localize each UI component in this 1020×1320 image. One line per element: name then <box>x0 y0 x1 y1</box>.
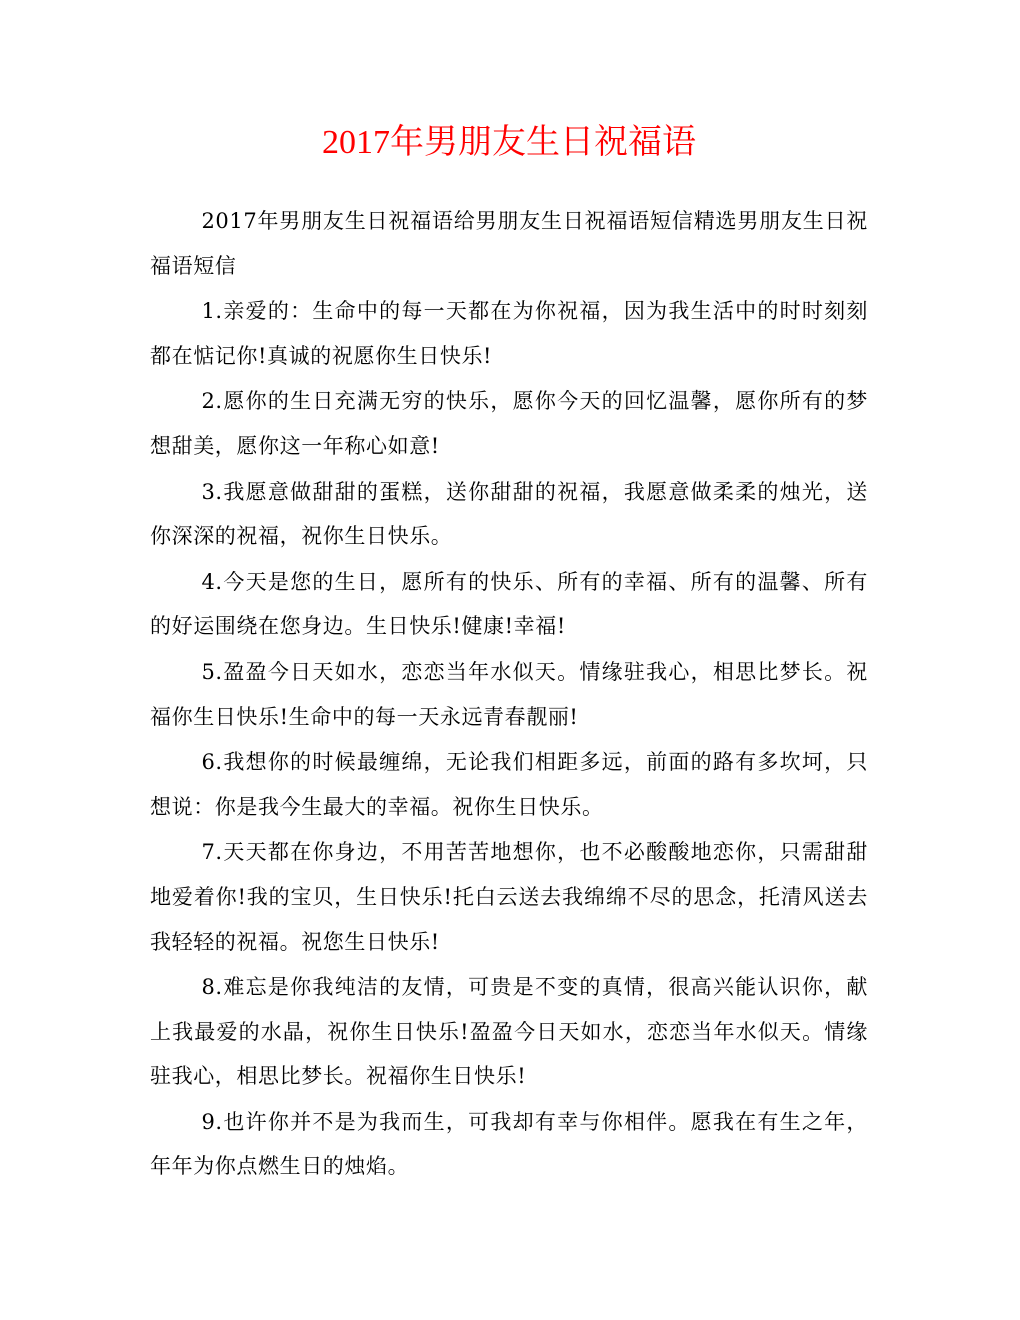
wish-paragraph-2: 2.愿你的生日充满无穷的快乐，愿你今天的回忆温馨，愿你所有的梦想甜美，愿你这一年称心如意! <box>150 389 868 458</box>
intro-paragraph: 2017年男朋友生日祝福语给男朋友生日祝福语短信精选男朋友生日祝福语短信 <box>150 209 868 278</box>
document-body <box>150 199 868 1190</box>
document-title: 2017年男朋友生日祝福语 <box>322 124 696 161</box>
wish-paragraph-1: 1.亲爱的：生命中的每一天都在为你祝福，因为我生活中的时时刻刻都在惦记你!真诚的祝愿你生日快乐! <box>150 299 868 368</box>
wish-paragraph-5: 5.盈盈今日天如水，恋恋当年水似天。情缘驻我心，相思比梦长。祝福你生日快乐!生命中的每一天永远青春靓丽! <box>150 659 868 729</box>
wish-paragraph-7: 7.天天都在你身边，不用苦苦地想你，也不必酸酸地恋你，只需甜甜地爱着你!我的宝贝，生日快乐!托白云送去我绵绵不尽的思念，托清风送去我轻轻的祝福。祝您生日快乐! <box>150 840 868 954</box>
wish-paragraph-9: 9.也许你并不是为我而生，可我却有幸与你相伴。愿我在有生之年，年年为你点燃生日的烛焰。 <box>150 1109 868 1179</box>
wish-paragraph-3: 3.我愿意做甜甜的蛋糕，送你甜甜的祝福，我愿意做柔柔的烛光，送你深深的祝福，祝你生日快乐。 <box>150 479 868 549</box>
wish-paragraph-8: 8.难忘是你我纯洁的友情，可贵是不变的真情，很高兴能认识你，献上我最爱的水晶，祝你生日快乐!盈盈今日天如水，恋恋当年水似天。情缘驻我心，相思比梦长。祝福你生日快乐! <box>150 975 868 1089</box>
wish-paragraph-6: 6.我想你的时候最缠绵，无论我们相距多远，前面的路有多坎坷，只想说：你是我今生最大的幸福。祝你生日快乐。 <box>150 750 868 819</box>
wish-paragraph-4: 4.今天是您的生日，愿所有的快乐、所有的幸福、所有的温馨、所有的好运围绕在您身边。生日快乐!健康!幸福! <box>150 569 868 639</box>
